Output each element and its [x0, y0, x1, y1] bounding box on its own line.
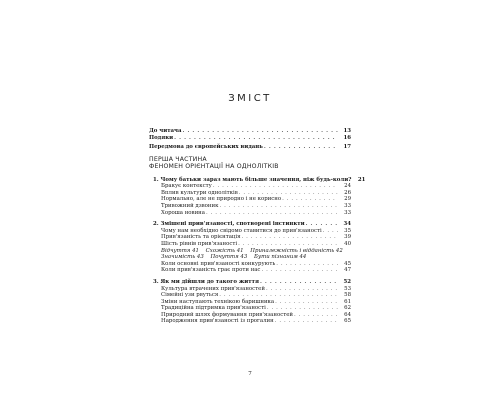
toc-subentry[interactable]: [149, 210, 351, 217]
toc-subentry[interactable]: [149, 183, 351, 190]
toc-entry-page: 47: [344, 267, 351, 274]
toc-entry-label: Передмова до європейських видань: [149, 144, 263, 151]
toc-entry-page: 26: [344, 189, 351, 196]
toc-entry-label: Прив'язаність та орієнтація: [161, 234, 241, 241]
toc-subentry[interactable]: [149, 318, 351, 325]
level-item[interactable]: Почуття 43: [210, 254, 248, 261]
leader-dots: [238, 241, 338, 248]
toc-entry-label: Природний шлях формування прив'язаностей: [161, 311, 294, 318]
leader-dots: [242, 234, 338, 241]
toc-subentry[interactable]: [149, 228, 351, 235]
leader-dots: [276, 261, 338, 268]
part-heading-line2: ФЕНОМЕН ОРІЄНТАЦІЇ НА ОДНОЛІТКІВ: [149, 163, 279, 171]
leader-dots: [260, 279, 338, 286]
leader-dots: [206, 210, 338, 217]
toc-entry-front-2[interactable]: [149, 135, 351, 142]
toc-entry-label: Традиційна підтримка прив'язаності: [161, 305, 266, 312]
toc-entry-page: 34: [343, 221, 351, 228]
toc-entry-label: Коли основні прив'язаності конкурують: [161, 260, 276, 267]
part-heading: [149, 156, 351, 171]
leader-dots: [267, 305, 338, 312]
toc-entry-label: Культура втрачених прив'язаностей: [161, 285, 265, 292]
toc-subentry[interactable]: [149, 267, 351, 274]
leader-dots: [264, 144, 338, 151]
toc-entry-label: Подяки: [149, 134, 174, 141]
page-number: 7: [248, 371, 252, 377]
level-item[interactable]: Значимість 43: [161, 254, 204, 261]
leader-dots: [213, 183, 338, 190]
toc-entry-page: 21: [357, 176, 366, 183]
toc-subentry[interactable]: [149, 234, 351, 241]
toc-entry-label: 1. Чому батьки зараз мають більше значення, ніж будь-коли?: [153, 176, 352, 183]
toc-entry-page: 13: [343, 128, 351, 134]
toc-entry-label: Сімейні узи рвуться: [161, 292, 219, 299]
toc-entry-page: 58: [344, 292, 351, 299]
toc-entry-label: Народження прив'язаності із прогалин: [161, 318, 274, 325]
toc-entry-label: 2. Змішені прив'язаності, спотворені інстинкти: [153, 221, 305, 228]
leader-dots: [323, 228, 338, 235]
toc-entry-label: Шість рівнів прив'язаності: [161, 240, 238, 247]
level-item[interactable]: Бути пізнаним 44: [254, 254, 307, 261]
toc-entry-page: 65: [344, 318, 351, 325]
leader-dots: [261, 267, 338, 274]
toc-entry-page: 35: [344, 227, 351, 234]
leader-dots: [275, 299, 338, 306]
level-item[interactable]: Приналежність і відданість 42: [250, 247, 343, 254]
attachment-levels-line-2: [149, 254, 351, 261]
toc-entry-label: Коли прив'язаність грає проти нас: [161, 267, 261, 274]
leader-dots: [266, 286, 338, 293]
toc-entry-page: 24: [344, 183, 351, 190]
attachment-levels-line-1: [149, 248, 351, 255]
leader-dots: [282, 196, 338, 203]
leader-dots: [275, 318, 338, 325]
level-item[interactable]: Схожість 41: [205, 247, 244, 254]
leader-dots: [294, 312, 338, 319]
toc-entry-page: 33: [344, 202, 351, 209]
toc-entry-page: 52: [343, 278, 351, 285]
toc-subentry[interactable]: [149, 292, 351, 299]
toc-subentry[interactable]: [149, 190, 351, 197]
toc-subentry[interactable]: [149, 305, 351, 312]
toc-subentry[interactable]: [149, 299, 351, 306]
toc-entry-page: 39: [344, 234, 351, 241]
toc-entry-label: Зміни наступають технікою баришника: [161, 298, 275, 305]
toc-subentry[interactable]: [149, 196, 351, 203]
leader-dots: [174, 135, 338, 142]
toc-subentry[interactable]: [149, 286, 351, 293]
toc-entry-page: 64: [344, 311, 351, 318]
toc-entry-page: 16: [343, 134, 351, 141]
toc-entry-page: 17: [343, 144, 351, 151]
toc-entry-page: 53: [344, 285, 351, 292]
toc-entry-front-3[interactable]: [149, 144, 351, 151]
toc-subentry[interactable]: [149, 261, 351, 268]
toc-entry-page: 33: [344, 209, 351, 216]
toc-entry-page: 40: [344, 240, 351, 247]
toc-subentry[interactable]: [149, 312, 351, 319]
leader-dots: [219, 292, 338, 299]
toc-entry-label: Хороша новина: [161, 209, 205, 216]
toc-subentry[interactable]: [149, 241, 351, 248]
toc-chapter-2[interactable]: [149, 221, 351, 228]
toc-entry-label: Чому нам необхідно свідомо ставитися до прив'язаності: [161, 227, 322, 234]
toc-chapter-3[interactable]: [149, 279, 351, 286]
toc-chapter-1[interactable]: [149, 176, 366, 184]
table-of-contents: [149, 128, 366, 325]
page-title: ЗМІСТ: [228, 93, 272, 104]
leader-dots: [239, 190, 338, 197]
toc-entry-label: Нормально, але не природно і не корисно: [161, 196, 282, 203]
toc-entry-page: 29: [344, 196, 351, 203]
part-heading-line1: ПЕРША ЧАСТИНА: [149, 155, 207, 163]
leader-dots: [306, 221, 338, 228]
toc-entry-label: Тривожний дзвоник: [161, 202, 219, 209]
toc-entry-label: До читача: [149, 128, 182, 134]
level-item[interactable]: Відчуття 41: [161, 247, 199, 254]
toc-entry-label: Бракує контексту: [161, 183, 212, 190]
toc-entry-page: 62: [344, 305, 351, 312]
leader-dots: [182, 128, 338, 135]
toc-entry-label: 3. Як ми дійшли до такого життя: [153, 278, 259, 285]
leader-dots: [219, 203, 338, 210]
toc-entry-front-1[interactable]: [149, 128, 351, 135]
toc-subentry[interactable]: [149, 203, 351, 210]
toc-entry-page: 45: [344, 260, 351, 267]
toc-entry-page: 61: [344, 298, 351, 305]
toc-entry-label: Вплив культури однолітків: [161, 189, 238, 196]
